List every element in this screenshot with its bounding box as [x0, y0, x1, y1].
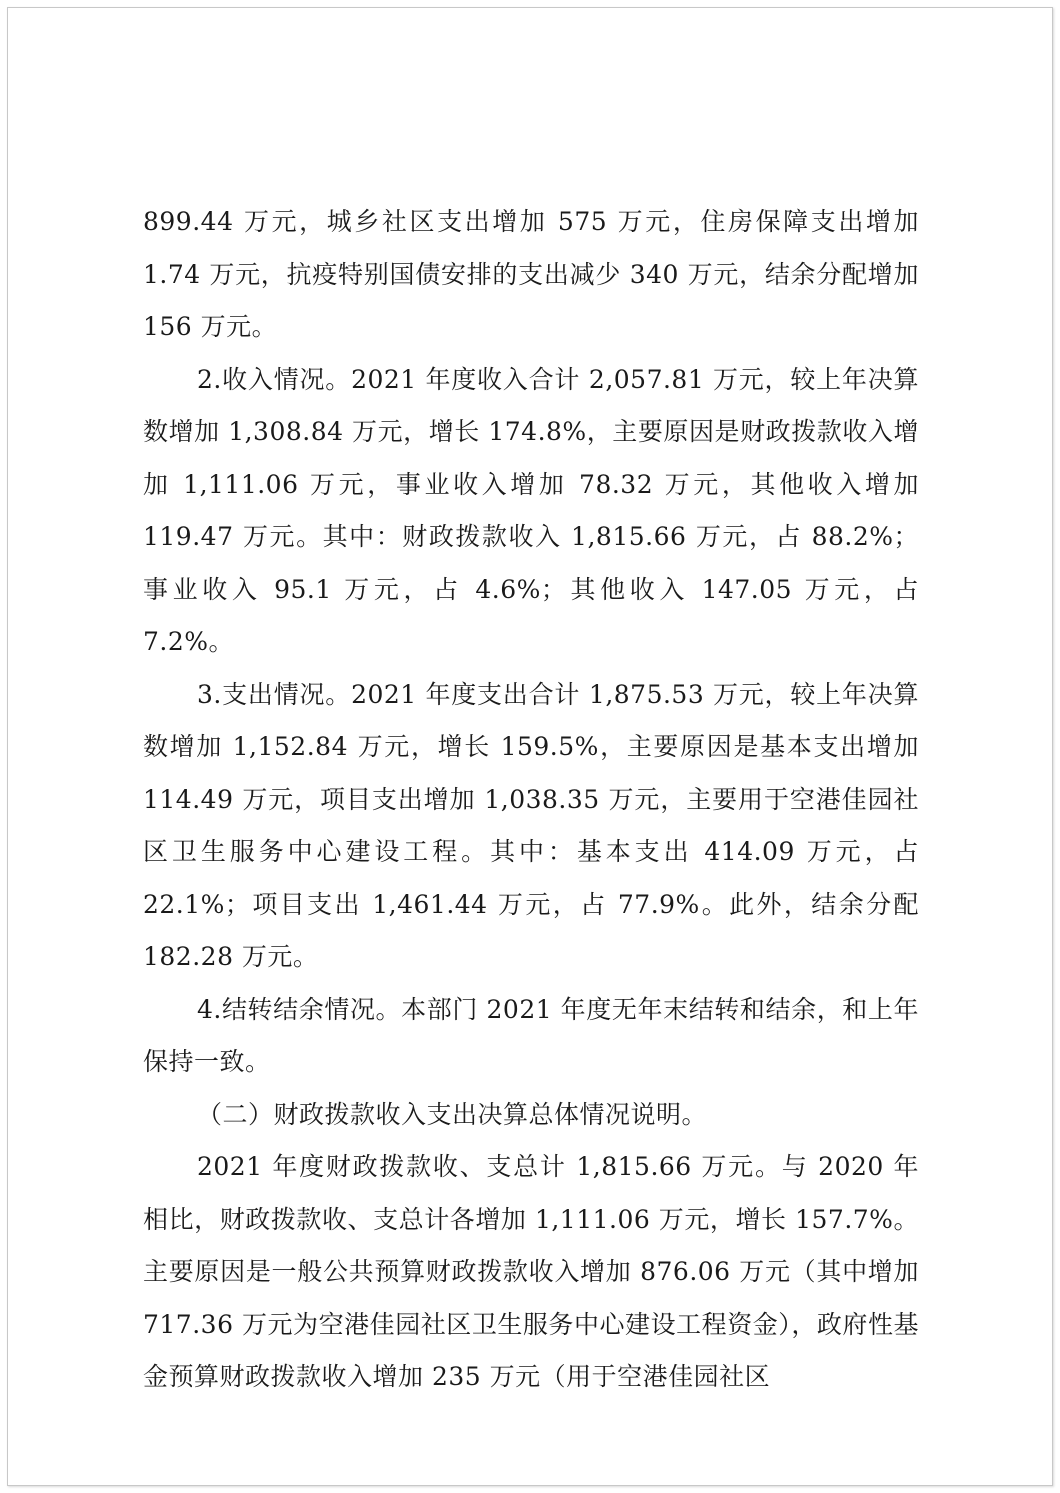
paragraph-expenditure-situation: 3.支出情况。2021 年度支出合计 1,875.53 万元，较上年决算数增加 1,152.84 万元，增长 159.5%，主要原因是基本支出增加 114.49 万元，项目支出增加 1,038.35 万元，主要用于空港佳园社区卫生服务中心建设工程。其中：基本支出 414.09 万元，占 22.1%；项目支出 1,461.44 万元，占 77.9%。此外，结余分配 182.28 万元。	[143, 679, 919, 971]
paragraph-expenditure-continuation: 899.44 万元，城乡社区支出增加 575 万元，住房保障支出增加 1.74 万元，抗疫特别国债安排的支出减少 340 万元，结余分配增加 156 万元。	[143, 207, 919, 341]
section-heading-fiscal-appropriation: （二）财政拨款收入支出决算总体情况说明。	[197, 1099, 708, 1129]
paragraph-income-situation: 2.收入情况。2021 年度收入合计 2,057.81 万元，较上年决算数增加 1,308.84 万元，增长 174.8%，主要原因是财政拨款收入增加 1,111.06 万元，事业收入增加 78.32 万元，其他收入增加 119.47 万元。其中：财政拨款收入 1,815.66 万元，占 88.2%；事业收入 95.1 万元，占 4.6%；其他收入 147.05 万元，占 7.2%。	[143, 364, 919, 656]
document-body	[143, 196, 919, 1404]
paragraph-carryover-situation: 4.结转结余情况。本部门 2021 年度无年末结转和结余，和上年保持一致。	[143, 994, 919, 1076]
paragraph-fiscal-appropriation-total: 2021 年度财政拨款收、支总计 1,815.66 万元。与 2020 年相比，财政拨款收、支总计各增加 1,111.06 万元，增长 157.7%。主要原因是一般公共预算财政拨款收入增加 876.06 万元（其中增加 717.36 万元为空港佳园社区卫生服务中心建设工程资金），政府性基金预算财政拨款收入增加 235 万元（用于空港佳园社区	[143, 1152, 919, 1391]
